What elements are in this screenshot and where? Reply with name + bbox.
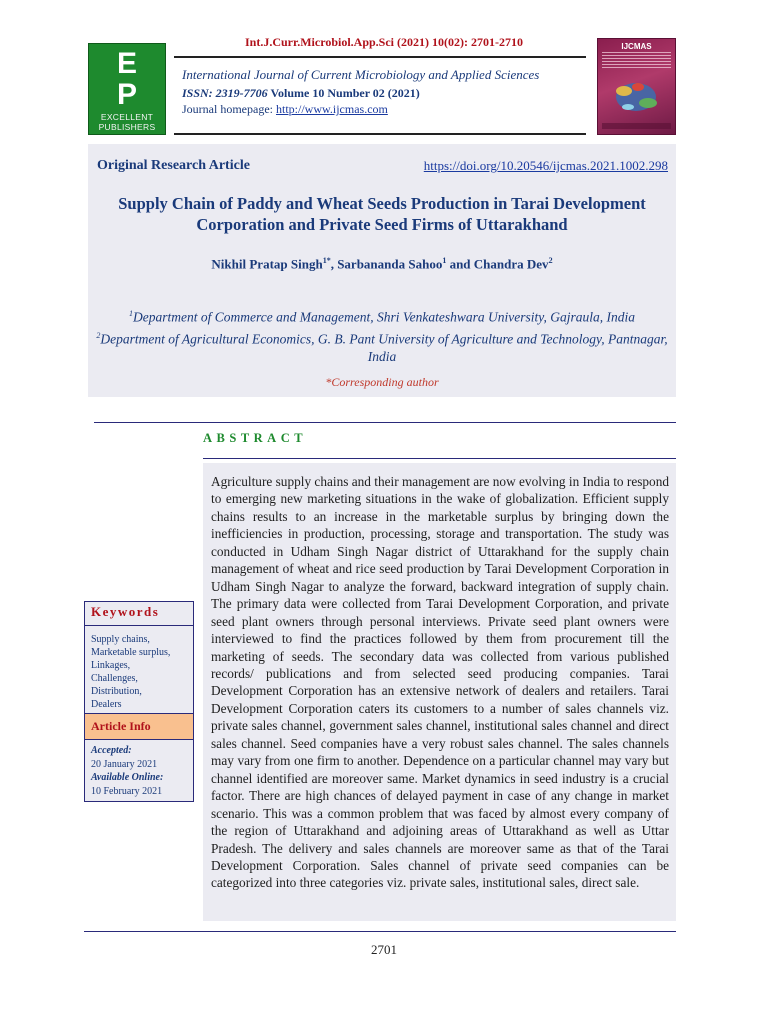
publisher-logo-mark: E P xyxy=(116,47,137,111)
author-name: Chandra Dev xyxy=(473,256,549,272)
keyword-item: Challenges, xyxy=(91,673,138,684)
journal-name: International Journal of Current Microbiology and Applied Sciences xyxy=(182,67,540,82)
cover-label: IJCMAS xyxy=(621,42,652,51)
author-list: Nikhil Pratap Singh$^{1*}$, Sarbananda Sahoo$^1$ and Chandra Dev$^2$ xyxy=(211,256,553,272)
journal-homepage xyxy=(182,102,388,117)
homepage-label: Journal homepage: xyxy=(182,102,276,116)
cover-artwork xyxy=(598,39,675,134)
keyword-item: Marketable surplus, xyxy=(91,647,171,658)
publisher-name: EXCELLENT PUBLISHERS xyxy=(98,112,156,132)
journal-cover-image xyxy=(597,38,676,135)
article-info-heading: Article Info xyxy=(91,719,151,733)
homepage-link[interactable]: http://www.ijcmas.com xyxy=(275,102,388,116)
keyword-item: Dealers xyxy=(91,699,122,710)
affiliation-item: $^2$Department of Agricultural Economics, G. B. Pant University of Agriculture and Technology, Pantnagar, India xyxy=(96,330,668,364)
accepted-label: Accepted: xyxy=(91,745,132,756)
article-info-details xyxy=(91,744,163,798)
keywords-heading: Keywords xyxy=(91,604,160,619)
journal-citation: Int.J.Curr.Microbiol.App.Sci (2021) 10(02): 2701-2710 xyxy=(245,35,523,49)
corresponding-author-note: *Corresponding author xyxy=(325,375,439,389)
author-affiliation-mark: 2 xyxy=(548,256,553,265)
author-name: Sarbananda Sahoo xyxy=(337,256,443,272)
keyword-item: Distribution, xyxy=(91,686,142,697)
issn-volume-line xyxy=(182,86,420,101)
affiliation-item: $^1$Department of Commerce and Management, Shri Venkateshwara University, Gajraula, India xyxy=(129,309,635,325)
abstract-heading: ABSTRACT xyxy=(203,431,308,445)
divider xyxy=(84,931,676,932)
online-label: Available Online: xyxy=(91,772,164,783)
publisher-logo xyxy=(88,43,166,135)
online-date: 10 February 2021 xyxy=(91,785,163,797)
accepted-date: 20 January 2021 xyxy=(91,758,158,770)
doi-link[interactable]: https://doi.org/10.20546/ijcmas.2021.1002.298 xyxy=(423,158,668,173)
article-title: Supply Chain of Paddy and Wheat Seeds Production in Tarai Development Corporation and Private Seed Firms of Uttarakhand xyxy=(118,194,646,234)
volume-info: Volume 10 Number 02 (2021) xyxy=(267,86,420,100)
author-affiliation-mark: 1* xyxy=(322,256,331,265)
author-affiliation-mark: 1 xyxy=(442,256,447,265)
issn: ISSN: 2319-7706 xyxy=(182,86,268,100)
article-type: Original Research Article xyxy=(97,158,250,173)
divider xyxy=(85,625,193,626)
divider xyxy=(203,458,676,459)
divider xyxy=(94,422,676,423)
keywords-list xyxy=(91,633,170,711)
abstract-text: Agriculture supply chains and their management are now evolving in India to respond to emerging new marketing situations in the wake of globalization. Efficient supply chains results to an increase in the marketable surplus by bringing down the inefficiencies in production, processing, storage and transportation. The study was conducted in Udham Singh Nagar district of Uttarakhand for the supply chain management of wheat and rice seed production by Tarai Development Corporation in Udham Singh Nagar to analyze the forward, backward integration of supply chain. The primary data were collected from Tarai Development Corporation, and private seed plant owners through personal interviews. Private seed plant owners were interviewed to find the practices followed by them from procurement till the marketing of seeds. The secondary data was collected from various published records/ publications and from selected seed producing companies. Tarai Development Corporation has an extensive network of dealers and retailers. Tarai Development Corporation caters its customers to a number of sales channels viz. private sales channel, government sales channel, institutional sales channel and direct sales channel. Seed companies have a very robust sales channel. The sales channels may vary from one firm to another. Dependence on a particular channel may vary but channel identified are moreover same. Market dynamics in seed industry is a crucial factor. There are high chances of delayed payment in case of any change in market scenario. This was a common problem that was faced by almost every company of the region of Uttarakhand and adjoining areas of Uttarakhand as well as Uttar Pradesh. The delivery and sales channels are moreover same as that of the Tarai Development Corporation. Sales channel of private seed companies can be categorized into three categories viz. private sales, institutional sales, direct sale. xyxy=(211,474,669,891)
author-name: Nikhil Pratap Singh xyxy=(211,256,323,272)
affiliations xyxy=(95,305,669,366)
page-number: 2701 xyxy=(371,942,397,957)
keyword-item: Supply chains, xyxy=(91,634,150,645)
keyword-item: Linkages, xyxy=(91,660,131,671)
